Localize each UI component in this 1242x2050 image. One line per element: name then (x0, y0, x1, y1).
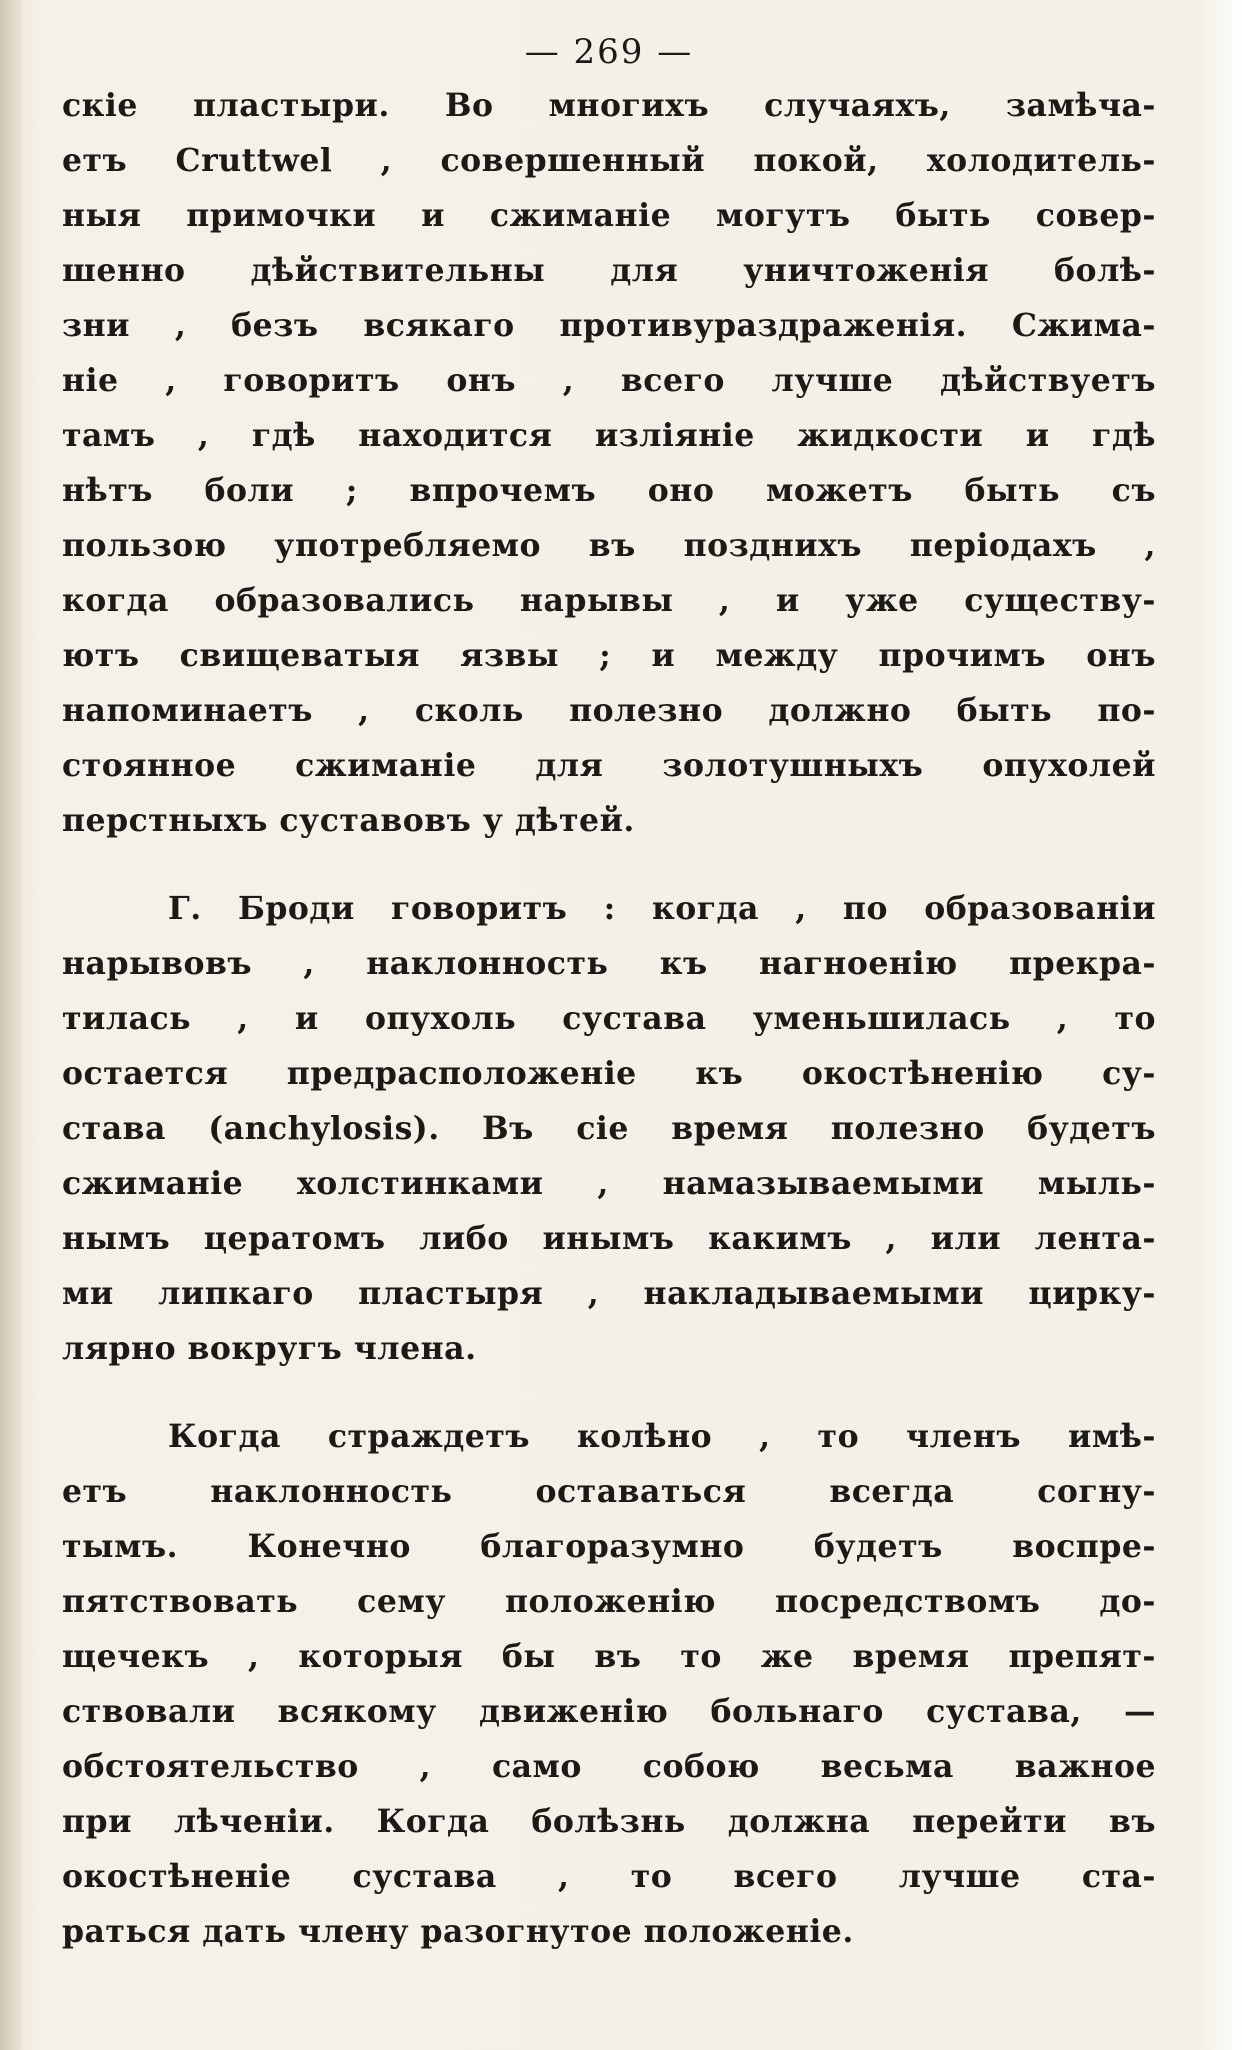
text-line: нарывовъ , наклонность къ нагноенію прекра- (62, 945, 1156, 982)
text-line: щечекъ , которыя бы въ то же время препят- (62, 1638, 1156, 1675)
text-line: пятствовать сему положенію посредствомъ до- (62, 1583, 1156, 1620)
text-line: Когда страждетъ колѣно , то членъ имѣ- (168, 1418, 1156, 1455)
text-line: когда образовались нарывы , и уже существу- (62, 582, 1156, 619)
text-line: обстоятельство , само собою весьма важное (62, 1748, 1156, 1785)
text-line: нымъ цератомъ либо инымъ какимъ , или лента- (62, 1220, 1156, 1257)
text-line: ми липкаго пластыря , накладываемыми цирку- (62, 1275, 1156, 1312)
text-line: окостѣненіе сустава , то всего лучше ста- (62, 1858, 1156, 1895)
page-text (62, 26, 1156, 1959)
text-line: лярно вокругъ члена. (62, 1330, 477, 1367)
text-line: сжиманіе холстинками , намазываемыми мыль- (62, 1165, 1156, 1202)
text-line: раться дать члену разогнутое положеніе. (62, 1913, 854, 1950)
text-line: ныя примочки и сжиманіе могутъ быть совер- (62, 197, 1156, 234)
paragraph-gap (62, 1376, 1156, 1409)
text-line: скіе пластыри. Во многихъ случаяхъ, замѣча- (62, 87, 1156, 124)
text-line: етъ наклонность оставаться всегда согну- (62, 1473, 1156, 1510)
paragraph-gap (62, 848, 1156, 881)
text-line: Г. Броди говоритъ : когда , по образованіи (168, 890, 1156, 927)
text-line: ютъ свищеватыя язвы ; и между прочимъ онъ (62, 637, 1156, 674)
text-line: зни , безъ всякаго противураздраженія. Сжима- (62, 307, 1156, 344)
text-line: ствовали всякому движенію больнаго сустава, — (62, 1693, 1156, 1730)
paragraph-3 (62, 1409, 1156, 1959)
text-line: шенно дѣйствительны для уничтоженія болѣ- (62, 252, 1156, 289)
text-line: перстныхъ суставовъ у дѣтей. (62, 802, 635, 839)
text-line: ніе , говоритъ онъ , всего лучше дѣйствуетъ (62, 362, 1156, 399)
text-line: напоминаетъ , сколь полезно должно быть по- (62, 692, 1156, 729)
text-line: стоянное сжиманіе для золотушныхъ опухолей (62, 747, 1156, 784)
paragraph-1 (62, 78, 1156, 848)
text-line: остается предрасположеніе къ окостѣненію су- (62, 1055, 1156, 1092)
text-line: при лѣченіи. Когда болѣзнь должна перейти въ (62, 1803, 1156, 1840)
text-line: тамъ , гдѣ находится изліяніе жидкости и гдѣ (62, 417, 1156, 454)
page-number-header: — 269 — (524, 32, 694, 72)
text-line: нѣтъ боли ; впрочемъ оно можетъ быть съ (62, 472, 1156, 509)
paragraph-2 (62, 881, 1156, 1376)
text-line: тымъ. Конечно благоразумно будетъ воспре- (62, 1528, 1156, 1565)
text-line: става (anchylosis). Въ сіе время полезно будетъ (62, 1110, 1156, 1147)
text-line: пользою употребляемо въ позднихъ періодахъ , (62, 527, 1156, 564)
text-line: тилась , и опухоль сустава уменьшилась , то (62, 1000, 1156, 1037)
page-binding-shadow (0, 0, 22, 2050)
text-line: етъ Cruttwel , совершенный покой, холодитель- (62, 142, 1156, 179)
